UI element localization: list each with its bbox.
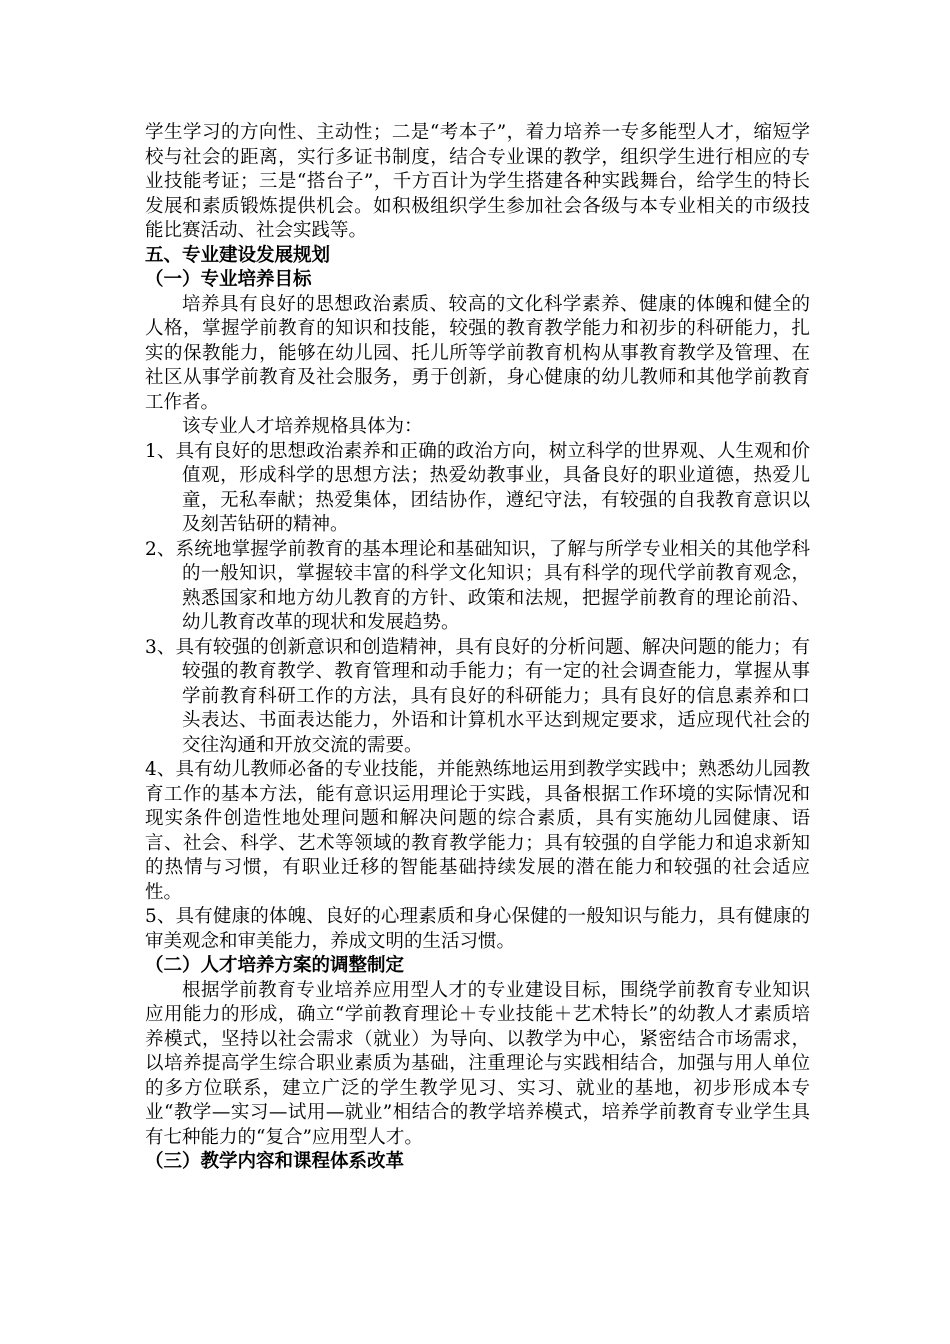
list-item: 3、具有较强的创新意识和创造精神，具有良好的分析问题、解决问题的能力；有较强的教育教学、教育管理和动手能力；有一定的社会调查能力，掌握从事学前教育科研工作的方法，具有良好的科研能力；具有良好的信息素养和口头表达、书面表达能力，外语和计算机水平达到规定要求，适应现代社会的交往沟通和开放交流的需要。 [145,636,810,756]
training-goal-paragraph: 培养具有良好的思想政治素质、较高的文化科学素养、健康的体魄和健全的人格，掌握学前教育的知识和技能，较强的教育教学能力和初步的科研能力，扎实的保教能力，能够在幼儿园、托儿所等学前教育机构从事教育教学及管理、在社区从事学前教育及社会服务，勇于创新，身心健康的幼儿教师和其他学前教育工作者。 [145,293,810,413]
subsection-heading-2: （二）人才培养方案的调整制定 [145,955,405,976]
section-heading: 五、专业建设发展规划 [145,244,331,266]
subsection-heading-1: （一）专业培养目标 [145,269,312,290]
list-item: 5、具有健康的体魄、良好的心理素质和身心保健的一般知识与能力，具有健康的审美观念和审美能力，养成文明的生活习惯。 [145,906,810,952]
list-item: 4、具有幼儿教师必备的专业技能，并能熟练地运用到教学实践中；熟悉幼儿园教育工作的基本方法，能有意识运用理论于实践，具备根据工作环境的实际情况和现实条件创造性地处理问题和解决问题的综合素质，具有实施幼儿园健康、语言、社会、科学、艺术等领域的教育教学能力；具有较强的自学能力和追求新知的热情与习惯，有职业迁移的智能基础持续发展的潜在能力和较强的社会适应性。 [145,759,810,903]
list-item: 1、具有良好的思想政治素养和正确的政治方向，树立科学的世界观、人生观和价值观，形成科学的思想方法；热爱幼教事业，具备良好的职业道德，热爱儿童，无私奉献；热爱集体，团结协作，遵纪守法，有较强的自我教育意识以及刻苦钻研的精神。 [145,440,810,535]
list-item: 2、系统地掌握学前教育的基本理论和基础知识，了解与所学专业相关的其他学科的一般知识，掌握较丰富的科学文化知识；具有科学的现代学前教育观念，熟悉国家和地方幼儿教育的方针、政策和法规，把握学前教育的理论前沿、幼儿教育改革的现状和发展趋势。 [145,538,810,633]
subsection-heading-3: （三）教学内容和课程体系改革 [145,1151,405,1172]
document-page [145,121,810,1175]
plan-paragraph: 根据学前教育专业培养应用型人才的专业建设目标，围绕学前教育专业知识应用能力的形成，确立“学前教育理论＋专业技能＋艺术特长”的幼教人才素质培养模式，坚持以社会需求（就业）为导向、以教学为中心，紧密结合市场需求，以培养提高学生综合职业素质为基础，注重理论与实践相结合，加强与用人单位的多方位联系，建立广泛的学生教学见习、实习、就业的基地，初步形成本专业“教学—实习—试用—就业”相结合的教学培养模式，培养学前教育专业学生具有七种能力的“复合”应用型人才。 [145,979,810,1148]
intro-paragraph: 学生学习的方向性、主动性；二是“考本子”，着力培养一专多能型人才，缩短学校与社会的距离，实行多证书制度，结合专业课的教学，组织学生进行相应的专业技能考证；三是“搭台子”，千方百计为学生搭建各种实践舞台，给学生的特长发展和素质锻炼提供机会。如积极组织学生参加社会各级与本专业相关的市级技能比赛活动、社会实践等。 [145,122,810,241]
spec-intro: 该专业人才培养规格具体为： [182,416,423,437]
